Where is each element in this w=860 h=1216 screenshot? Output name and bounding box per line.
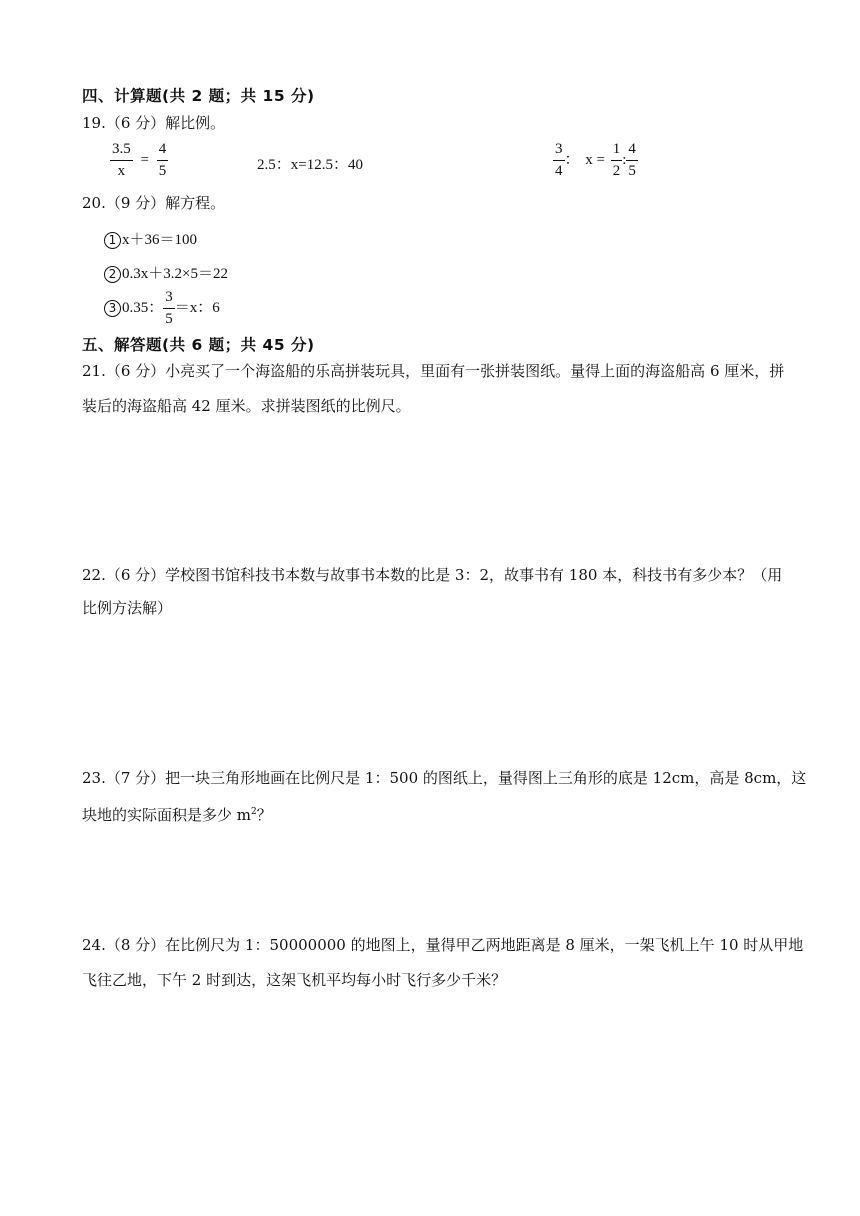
question-19-stem: 19.（6 分）解比例。 [82, 114, 226, 132]
question-22-line-1: 22.（6 分）学校图书馆科技书本数与故事书本数的比是 3：2，故事书有 180 本，科技书有多少本？（用 [82, 566, 783, 584]
denominator: 5 [158, 163, 167, 179]
fraction [553, 142, 565, 179]
q19-proportion-3 [553, 142, 638, 179]
question-23-line-2 [82, 797, 272, 830]
equation-text: 0.3x＋3.2×5＝22 [122, 266, 228, 282]
fraction [626, 142, 638, 179]
circled-number: 3 [104, 300, 121, 317]
q19-proportion-1 [110, 142, 168, 179]
numerator: 3 [163, 290, 175, 309]
equals-sign: = [140, 151, 149, 168]
denominator: 5 [628, 163, 636, 179]
question-text: ？ [256, 806, 272, 824]
question-21-line-1: 21.（6 分）小亮买了一个海盗船的乐高拼装玩具，里面有一张拼装图纸。量得上面的海盗船高 6 厘米，拼 [82, 362, 785, 380]
q19-proportion-2: 2.5：x=12.5：40 [257, 157, 363, 173]
fraction [110, 142, 133, 179]
question-24-line-1: 24.（8 分）在比例尺为 1：50000000 的地图上，量得甲乙两地距离是 8 厘米，一架飞机上午 10 时从甲地 [82, 936, 804, 954]
fraction [157, 142, 169, 179]
fraction [163, 290, 175, 327]
question-23-line-1: 23.（7 分）把一块三角形地画在比例尺是 1：500 的图纸上，量得图上三角形的底是 12cm，高是 8cm，这 [82, 769, 807, 787]
x-equals: x = [585, 151, 605, 168]
numerator: 3 [553, 142, 565, 161]
question-21-line-2: 装后的海盗船高 42 厘米。求拼装图纸的比例尺。 [82, 397, 411, 415]
denominator: x [117, 163, 126, 179]
fraction [611, 142, 623, 179]
section-4-heading: 四、计算题(共 2 题；共 15 分) [82, 87, 315, 105]
denominator: 5 [165, 311, 173, 327]
superscript: 2 [251, 807, 257, 817]
question-24-line-2: 飞往乙地，下午 2 时到达，这架飞机平均每小时飞行多少千米？ [82, 971, 507, 989]
question-22-line-2: 比例方法解） [82, 599, 173, 617]
q20-equation-1 [104, 228, 197, 249]
denominator: 2 [612, 163, 621, 179]
question-text: 块地的实际面积是多少 m [82, 806, 251, 824]
denominator: 4 [555, 163, 563, 179]
numerator: 4 [626, 142, 638, 161]
equation-text: ＝x：6 [174, 299, 220, 316]
section-5-heading: 五、解答题(共 6 题；共 45 分) [82, 336, 315, 354]
circled-number: 2 [104, 266, 121, 283]
equation-text: x＋36＝100 [122, 232, 198, 248]
numerator: 4 [157, 142, 169, 161]
circled-number: 1 [104, 232, 121, 249]
equation-text: 0.35： [122, 299, 164, 316]
numerator: 3.5 [110, 142, 133, 161]
q20-equation-3 [104, 290, 220, 327]
colon: : [622, 151, 627, 168]
colon: ： [564, 151, 580, 168]
q20-equation-2 [104, 262, 228, 283]
question-20-stem: 20.（9 分）解方程。 [82, 194, 226, 212]
numerator: 1 [611, 142, 623, 161]
